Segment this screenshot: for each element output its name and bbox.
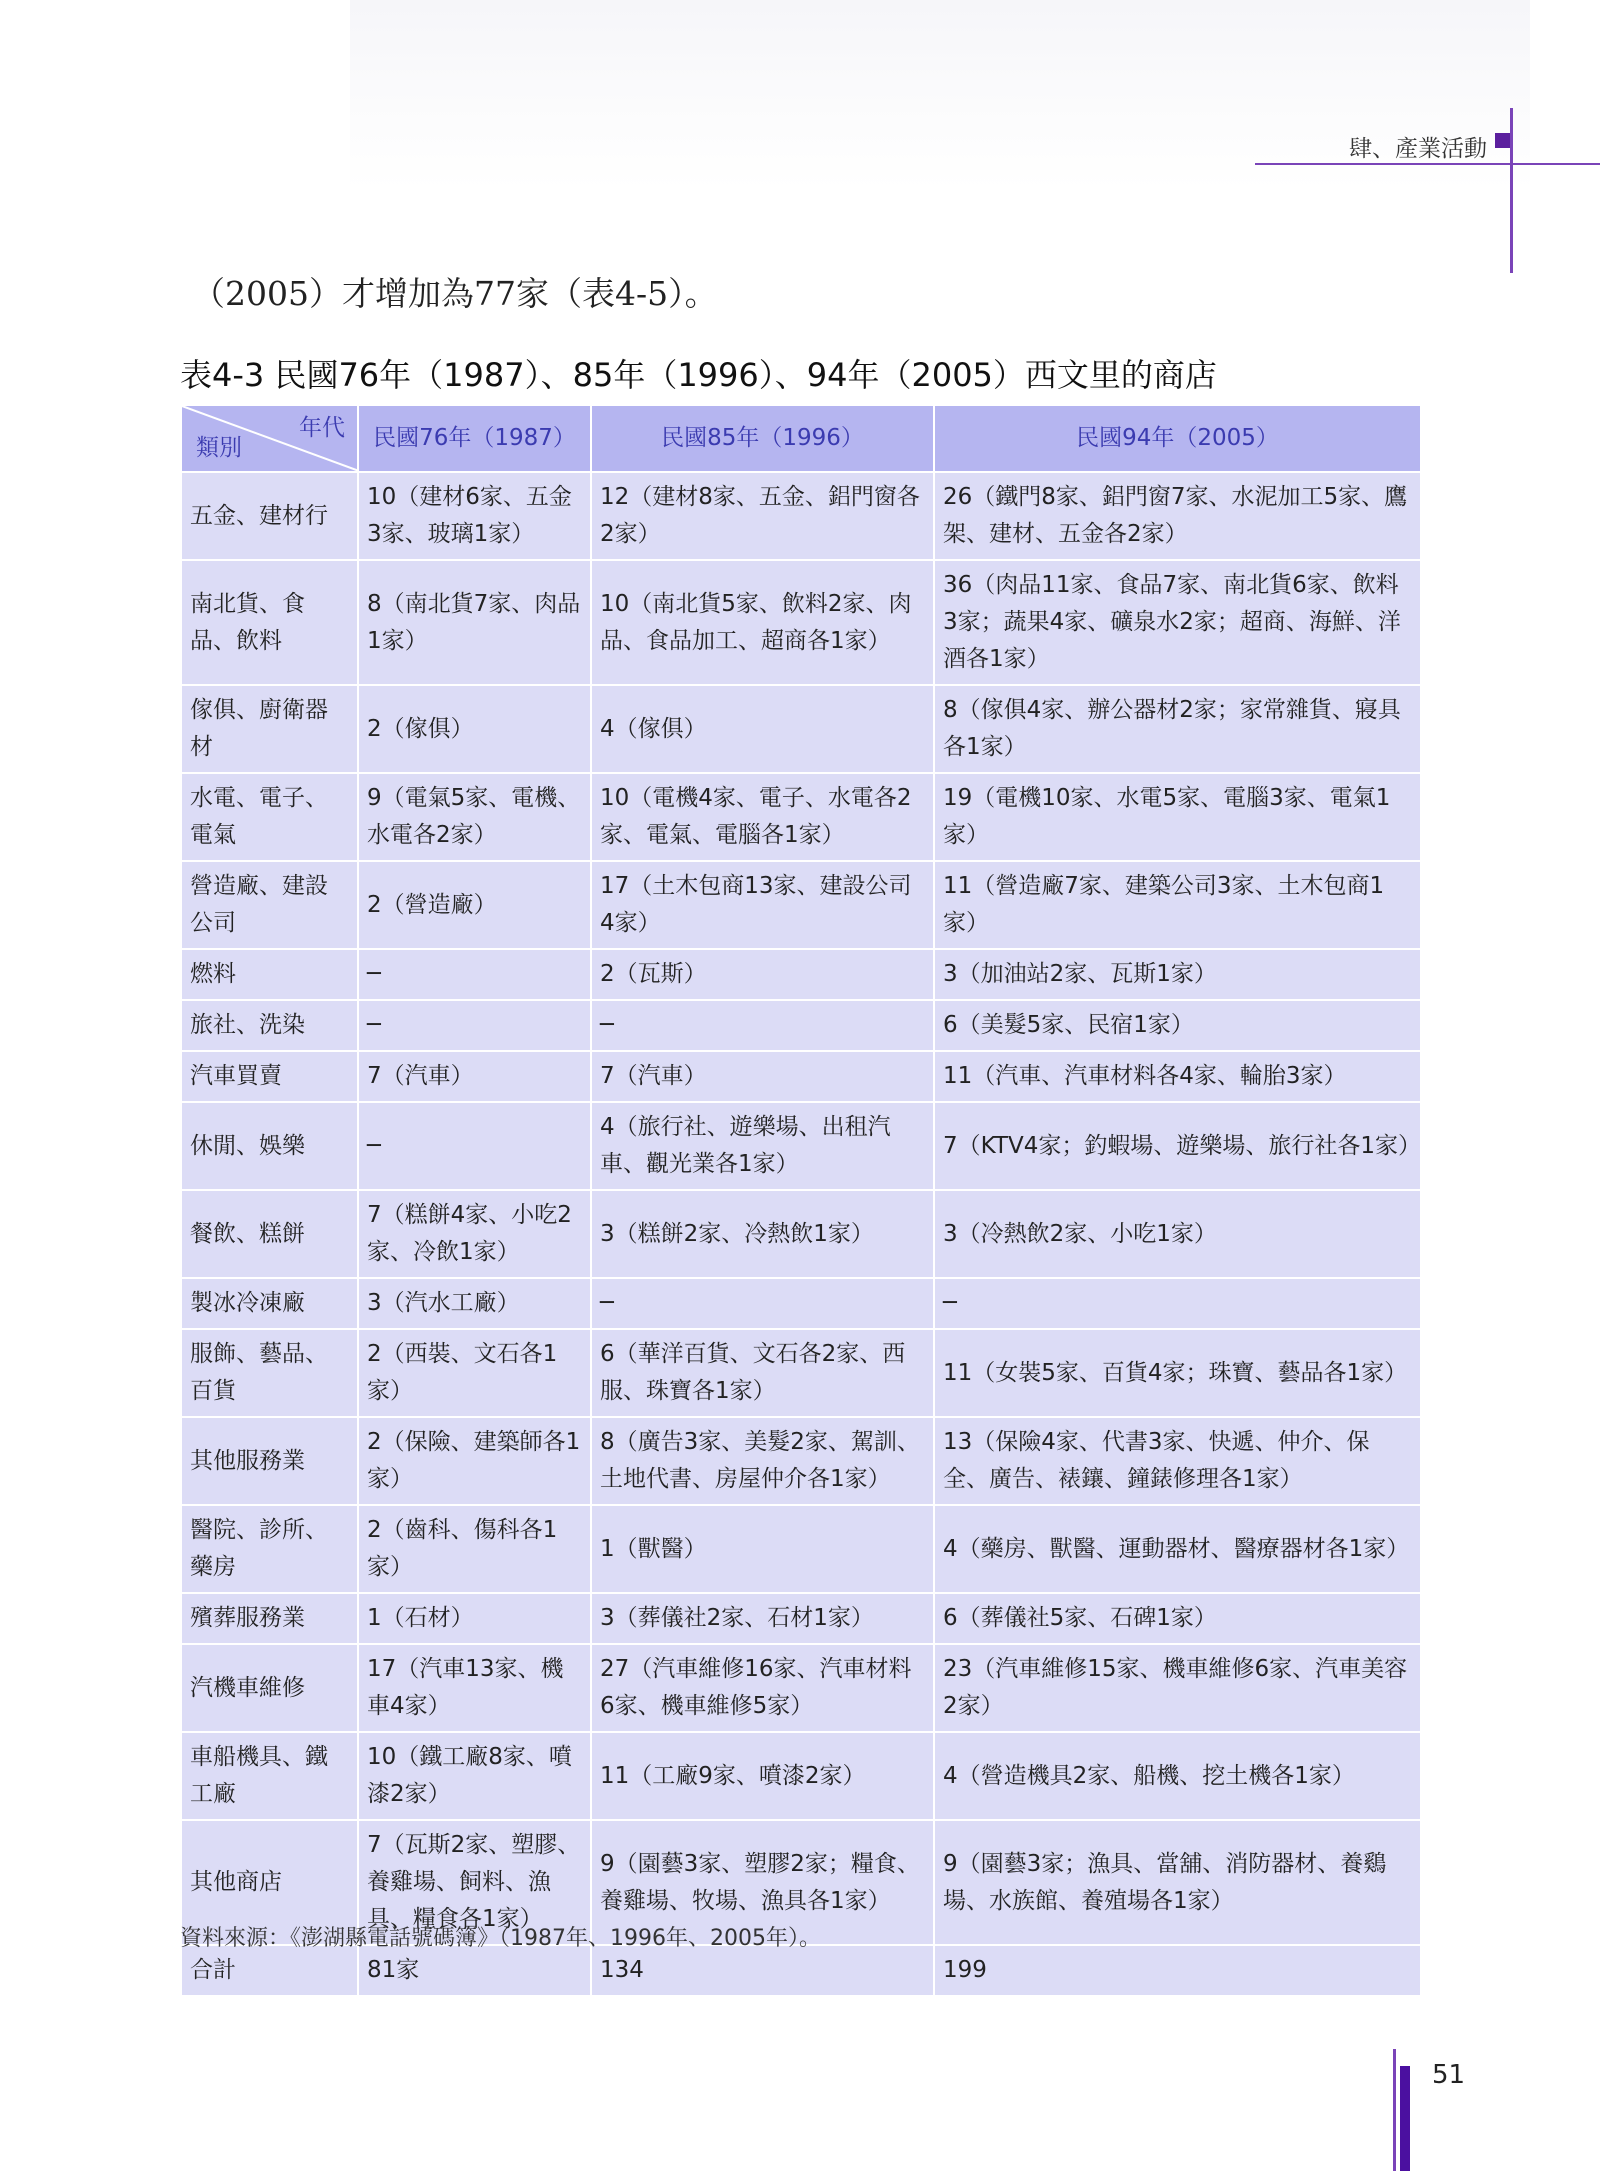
- page-marker-line: [1393, 2049, 1396, 2171]
- corner-label-category: 類別: [196, 435, 242, 461]
- value-1996-cell: 4（旅行社、遊樂場、出租汽車、觀光業各1家）: [591, 1102, 934, 1190]
- category-cell: 南北貨、食品、飲料: [181, 560, 358, 685]
- value-1987-cell: 7（糕餅4家、小吃2家、冷飲1家）: [358, 1190, 591, 1278]
- category-cell: 製冰冷凍廠: [181, 1278, 358, 1329]
- value-2005-cell: 6（美髮5家、民宿1家）: [934, 1000, 1421, 1051]
- table-row: [181, 560, 1421, 685]
- value-1996-cell: 2（瓦斯）: [591, 949, 934, 1000]
- table-row: [181, 1505, 1421, 1593]
- value-1987-cell: 2（傢俱）: [358, 685, 591, 773]
- value-1987-cell: 81家: [358, 1945, 591, 1996]
- table-header-row: [181, 405, 1421, 472]
- value-2005-cell: 3（加油站2家、瓦斯1家）: [934, 949, 1421, 1000]
- table-row: [181, 773, 1421, 861]
- value-2005-cell: 26（鐵門8家、鋁門窗7家、水泥加工5家、鷹架、建材、五金各2家）: [934, 472, 1421, 560]
- table-caption: 表4-3 民國76年（1987）、85年（1996）、94年（2005）西文里的商店: [180, 356, 1217, 394]
- table-row: [181, 1190, 1421, 1278]
- value-1996-cell: 4（傢俱）: [591, 685, 934, 773]
- value-1996-cell: 12（建材8家、五金、鋁門窗各2家）: [591, 472, 934, 560]
- category-cell: 醫院、診所、藥房: [181, 1505, 358, 1593]
- value-2005-cell: 8（傢俱4家、辦公器材2家；家常雜貨、寢具各1家）: [934, 685, 1421, 773]
- header-vertical-rule: [1510, 108, 1513, 273]
- category-cell: 合計: [181, 1945, 358, 1996]
- category-cell: 水電、電子、電氣: [181, 773, 358, 861]
- value-1987-cell: 7（瓦斯2家、塑膠、養雞場、飼料、漁具、糧食各1家）: [358, 1820, 591, 1945]
- value-1987-cell: 10（建材6家、五金3家、玻璃1家）: [358, 472, 591, 560]
- value-1987-cell: 8（南北貨7家、肉品1家）: [358, 560, 591, 685]
- table-row: [181, 949, 1421, 1000]
- category-cell: 休閒、娛樂: [181, 1102, 358, 1190]
- value-2005-cell: 4（藥房、獸醫、運動器材、醫療器材各1家）: [934, 1505, 1421, 1593]
- header-marker-square: [1495, 133, 1510, 148]
- column-header-1987: 民國76年（1987）: [358, 405, 591, 472]
- table-row: [181, 1051, 1421, 1102]
- table-row: [181, 1417, 1421, 1505]
- value-1996-cell: 11（工廠9家、噴漆2家）: [591, 1732, 934, 1820]
- header-rule: [1255, 163, 1600, 165]
- value-2005-cell: 4（營造機具2家、船機、挖土機各1家）: [934, 1732, 1421, 1820]
- value-1996-cell: 9（園藝3家、塑膠2家；糧食、養雞場、牧場、漁具各1家）: [591, 1820, 934, 1945]
- value-2005-cell: 23（汽車維修15家、機車維修6家、汽車美容2家）: [934, 1644, 1421, 1732]
- value-2005-cell: 3（冷熱飲2家、小吃1家）: [934, 1190, 1421, 1278]
- value-2005-cell: 36（肉品11家、食品7家、南北貨6家、飲料3家；蔬果4家、礦泉水2家；超商、海鮮、洋酒各1家）: [934, 560, 1421, 685]
- value-2005-cell: 6（葬儀社5家、石碑1家）: [934, 1593, 1421, 1644]
- value-2005-cell: 7（KTV4家；釣蝦場、遊樂場、旅行社各1家）: [934, 1102, 1421, 1190]
- intro-text: （2005）才增加為77家（表4-5）。: [192, 274, 718, 313]
- table-row: [181, 685, 1421, 773]
- category-cell: 其他服務業: [181, 1417, 358, 1505]
- value-1996-cell: 3（糕餅2家、冷熱飲1家）: [591, 1190, 934, 1278]
- value-1987-cell: 2（保險、建築師各1家）: [358, 1417, 591, 1505]
- value-1996-cell: 6（華洋百貨、文石各2家、西服、珠寶各1家）: [591, 1329, 934, 1417]
- value-1996-cell: ─: [591, 1000, 934, 1051]
- category-cell: 汽車買賣: [181, 1051, 358, 1102]
- value-1987-cell: 2（營造廠）: [358, 861, 591, 949]
- corner-label-year: 年代: [299, 415, 345, 441]
- value-1996-cell: 17（土木包商13家、建設公司4家）: [591, 861, 934, 949]
- value-2005-cell: 19（電機10家、水電5家、電腦3家、電氣1家）: [934, 773, 1421, 861]
- category-cell: 旅社、洗染: [181, 1000, 358, 1051]
- category-cell: 服飾、藝品、百貨: [181, 1329, 358, 1417]
- value-2005-cell: 11（女裝5家、百貨4家；珠寶、藝品各1家）: [934, 1329, 1421, 1417]
- value-1987-cell: 2（齒科、傷科各1家）: [358, 1505, 591, 1593]
- value-1987-cell: 17（汽車13家、機車4家）: [358, 1644, 591, 1732]
- value-1987-cell: ─: [358, 1000, 591, 1051]
- value-1996-cell: 27（汽車維修16家、汽車材料6家、機車維修5家）: [591, 1644, 934, 1732]
- table-row: [181, 472, 1421, 560]
- category-cell: 餐飲、糕餅: [181, 1190, 358, 1278]
- value-1996-cell: 8（廣告3家、美髮2家、駕訓、土地代書、房屋仲介各1家）: [591, 1417, 934, 1505]
- category-cell: 五金、建材行: [181, 472, 358, 560]
- table-row: [181, 1732, 1421, 1820]
- table-row: [181, 1000, 1421, 1051]
- page-marker-bar: [1400, 2066, 1410, 2171]
- column-header-2005: 民國94年（2005）: [934, 405, 1421, 472]
- corner-header: [181, 405, 358, 472]
- value-2005-cell: 199: [934, 1945, 1421, 1996]
- value-1987-cell: 9（電氣5家、電機、水電各2家）: [358, 773, 591, 861]
- value-1987-cell: ─: [358, 1102, 591, 1190]
- value-2005-cell: 13（保險4家、代書3家、快遞、仲介、保全、廣告、裱鑲、鐘錶修理各1家）: [934, 1417, 1421, 1505]
- value-1996-cell: 134: [591, 1945, 934, 1996]
- category-cell: 傢俱、廚衛器材: [181, 685, 358, 773]
- value-2005-cell: 11（汽車、汽車材料各4家、輪胎3家）: [934, 1051, 1421, 1102]
- value-2005-cell: 9（園藝3家；漁具、當舖、消防器材、養鷄場、水族館、養殖場各1家）: [934, 1820, 1421, 1945]
- table-row: [181, 1945, 1421, 1996]
- value-1996-cell: 7（汽車）: [591, 1051, 934, 1102]
- value-1987-cell: 1（石材）: [358, 1593, 591, 1644]
- value-1987-cell: 3（汽水工廠）: [358, 1278, 591, 1329]
- value-1996-cell: 3（葬儀社2家、石材1家）: [591, 1593, 934, 1644]
- table-row: [181, 1278, 1421, 1329]
- category-cell: 營造廠、建設公司: [181, 861, 358, 949]
- value-1996-cell: 10（南北貨5家、飲料2家、肉品、食品加工、超商各1家）: [591, 560, 934, 685]
- value-1987-cell: 2（西裝、文石各1家）: [358, 1329, 591, 1417]
- value-1987-cell: 7（汽車）: [358, 1051, 591, 1102]
- value-2005-cell: ─: [934, 1278, 1421, 1329]
- table-row: [181, 1644, 1421, 1732]
- value-1996-cell: ─: [591, 1278, 934, 1329]
- source-note: 資料來源：《澎湖縣電話號碼簿》（1987年、1996年、2005年）。: [180, 1926, 821, 1951]
- value-2005-cell: 11（營造廠7家、建築公司3家、土木包商1家）: [934, 861, 1421, 949]
- category-cell: 車船機具、鐵工廠: [181, 1732, 358, 1820]
- table-row: [181, 1102, 1421, 1190]
- value-1987-cell: ─: [358, 949, 591, 1000]
- shops-table: [180, 404, 1422, 1997]
- column-header-1996: 民國85年（1996）: [591, 405, 934, 472]
- table-row: [181, 861, 1421, 949]
- category-cell: 汽機車維修: [181, 1644, 358, 1732]
- table-row: [181, 1593, 1421, 1644]
- category-cell: 燃料: [181, 949, 358, 1000]
- value-1987-cell: 10（鐵工廠8家、噴漆2家）: [358, 1732, 591, 1820]
- value-1996-cell: 10（電機4家、電子、水電各2家、電氣、電腦各1家）: [591, 773, 934, 861]
- category-cell: 其他商店: [181, 1820, 358, 1945]
- chapter-title: 肆、產業活動: [1349, 136, 1487, 162]
- category-cell: 殯葬服務業: [181, 1593, 358, 1644]
- table-body: [181, 472, 1421, 1996]
- page-number: 51: [1432, 2060, 1466, 2090]
- table-row: [181, 1329, 1421, 1417]
- value-1996-cell: 1（獸醫）: [591, 1505, 934, 1593]
